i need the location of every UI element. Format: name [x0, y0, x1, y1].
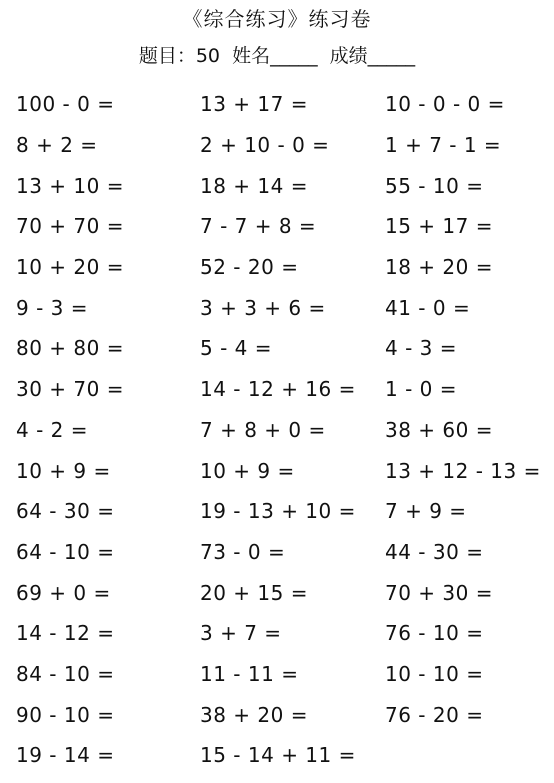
math-problem: 2 + 10 - 0 = [200, 133, 330, 158]
problem-row [16, 735, 546, 776]
problem-row [16, 450, 546, 491]
problem-row [16, 165, 546, 206]
math-problem: 69 + 0 = [16, 580, 111, 605]
math-problem: 10 - 0 - 0 = [385, 92, 505, 117]
problem-grid [16, 84, 546, 776]
math-problem: 10 + 9 = [200, 458, 295, 483]
problem-row [16, 328, 546, 369]
problem-row [16, 572, 546, 613]
math-problem: 18 + 14 = [200, 173, 308, 198]
math-problem: 8 + 2 = [16, 133, 98, 158]
math-problem: 3 + 7 = [200, 621, 282, 646]
problem-row [16, 287, 546, 328]
math-problem: 90 - 10 = [16, 702, 115, 727]
problem-row [16, 206, 546, 247]
math-problem: 41 - 0 = [385, 295, 471, 320]
math-problem: 76 - 10 = [385, 621, 484, 646]
problem-row [16, 84, 546, 125]
math-problem: 4 - 2 = [16, 417, 88, 442]
math-problem: 3 + 3 + 6 = [200, 295, 326, 320]
math-problem: 70 + 70 = [16, 214, 124, 239]
math-problem: 19 - 13 + 10 = [200, 499, 356, 524]
math-problem: 30 + 70 = [16, 377, 124, 402]
math-problem: 13 + 10 = [16, 173, 124, 198]
math-problem: 13 + 17 = [200, 92, 308, 117]
math-problem: 1 + 7 - 1 = [385, 133, 502, 158]
math-problem: 14 - 12 + 16 = [200, 377, 356, 402]
math-problem: 64 - 10 = [16, 539, 115, 564]
math-problem: 20 + 15 = [200, 580, 308, 605]
math-problem: 13 + 12 - 13 = [385, 458, 541, 483]
math-problem: 44 - 30 = [385, 539, 484, 564]
problem-row [16, 247, 546, 288]
math-problem: 52 - 20 = [200, 255, 299, 280]
math-problem: 10 - 10 = [385, 661, 484, 686]
problem-row [16, 491, 546, 532]
math-problem: 100 - 0 = [16, 92, 115, 117]
math-problem: 4 - 3 = [385, 336, 457, 361]
math-problem: 7 + 8 + 0 = [200, 417, 326, 442]
math-problem: 7 - 7 + 8 = [200, 214, 317, 239]
math-problem: 84 - 10 = [16, 661, 115, 686]
math-problem: 5 - 4 = [200, 336, 272, 361]
worksheet-title: 《综合练习》练习卷 [182, 7, 372, 31]
math-problem: 7 + 9 = [385, 499, 467, 524]
math-problem: 1 - 0 = [385, 377, 457, 402]
math-problem: 38 + 20 = [200, 702, 308, 727]
problem-row [16, 694, 546, 735]
math-problem: 19 - 14 = [16, 743, 115, 768]
problem-row [16, 613, 546, 654]
math-problem: 80 + 80 = [16, 336, 124, 361]
problem-row [16, 532, 546, 573]
math-problem: 18 + 20 = [385, 255, 493, 280]
math-problem: 10 + 9 = [16, 458, 111, 483]
math-problem: 70 + 30 = [385, 580, 493, 605]
problem-row [16, 369, 546, 410]
math-problem: 76 - 20 = [385, 702, 484, 727]
math-problem: 64 - 30 = [16, 499, 115, 524]
math-problem: 15 + 17 = [385, 214, 493, 239]
math-problem: 38 + 60 = [385, 417, 493, 442]
math-problem: 10 + 20 = [16, 255, 124, 280]
problem-row [16, 654, 546, 695]
math-problem: 73 - 0 = [200, 539, 286, 564]
math-problem: 55 - 10 = [385, 173, 484, 198]
math-problem: 15 - 14 + 11 = [200, 743, 356, 768]
worksheet-info-line: 题目：50 姓名_____ 成绩_____ [138, 45, 416, 67]
math-problem: 11 - 11 = [200, 661, 299, 686]
problem-row [16, 410, 546, 451]
problem-row [16, 125, 546, 166]
math-problem: 9 - 3 = [16, 295, 88, 320]
math-problem: 14 - 12 = [16, 621, 115, 646]
